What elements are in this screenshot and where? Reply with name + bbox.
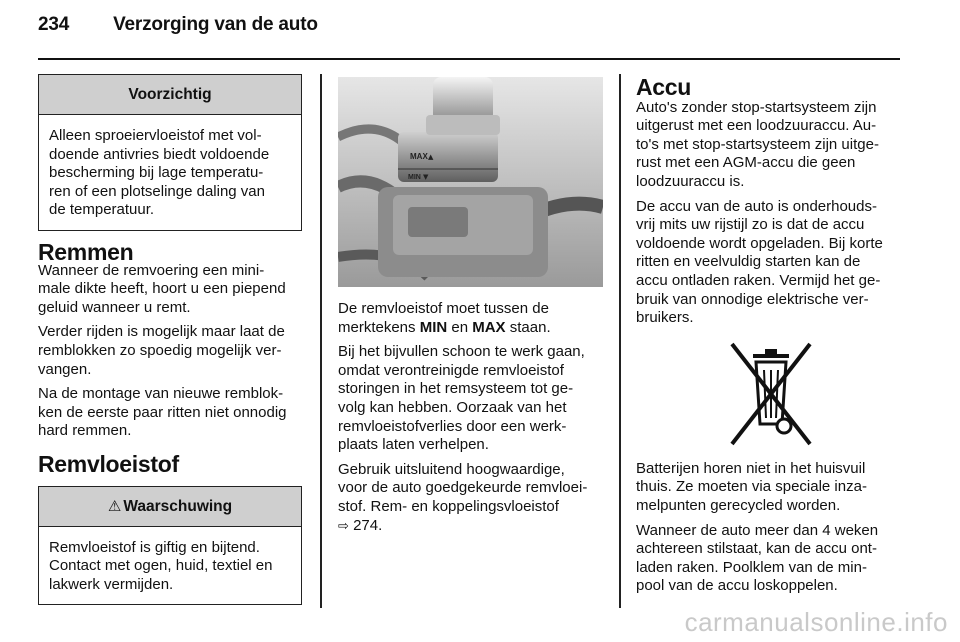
min-marker-label: MIN [408, 174, 421, 181]
right-column [636, 74, 906, 602]
recycle-symbol [636, 340, 906, 452]
column-divider-left [320, 74, 322, 608]
page-header [38, 14, 318, 36]
warning-heading-label: Waarschuwing [123, 497, 233, 515]
max-arrow-icon: ▲ [428, 153, 434, 161]
caution-line: ren of een plotselinge daling van [49, 182, 265, 200]
warning-line: Contact met ogen, huid, textiel en [49, 557, 273, 575]
brakes-paragraph-1: Wanneer de remvoering een mini- male dikte heeft, hoort u een piepend geluid wanneer u remt. [38, 261, 286, 316]
warning-box [38, 486, 302, 606]
max-mark: MAX [472, 318, 506, 336]
warning-line: Remvloeistof is giftig en bijtend. [49, 538, 260, 556]
max-marker-label: MAX [410, 152, 428, 161]
min-mark: MIN [419, 318, 448, 336]
fluid-type-paragraph: Gebruik uitsluitend hoogwaardige, voor de auto goedgekeurde remvloei- stof. Rem- en koppelingsvloeistof ⇨ 274. [338, 460, 588, 534]
warning-heading [39, 487, 301, 527]
caution-line: bescherming bij lage temperatu- [49, 164, 264, 182]
watermark: carmanualsonline.info [684, 607, 948, 637]
warning-line: lakwerk vermijden. [49, 575, 174, 593]
left-column [38, 74, 302, 605]
page-reference: 274. [348, 516, 383, 534]
middle-column [338, 300, 606, 541]
warning-triangle-icon: ⚠ [107, 497, 122, 515]
battery-heading: Accu [636, 74, 692, 100]
header-rule [38, 58, 900, 60]
brakes-heading: Remmen [38, 238, 134, 265]
warning-text [39, 527, 301, 605]
crossed-out-bin-icon [726, 340, 816, 452]
page-title: Verzorging van de auto [113, 14, 318, 35]
refill-paragraph: Bij het bijvullen schoon te werk gaan, omdat verontreinigde remvloeistof storingen in het remsysteem tot ge- volg kan hebben. Oorzaak van het remvloeistofverlies door een werk- plaats laten verhelpen. [338, 343, 585, 454]
brakes-paragraph-2: Verder rijden is mogelijk maar laat de remblokken zo spoedig mogelijk ver- vangen. [38, 323, 285, 378]
min-arrow-icon: ▼ [423, 173, 429, 181]
column-divider-right [619, 74, 621, 608]
caution-text [39, 115, 301, 230]
engine-bay-illustration [338, 77, 603, 287]
brake-fluid-reservoir-photo [338, 77, 603, 287]
battery-paragraph-4: Wanneer de auto meer dan 4 weken achtereen stilstaat, kan de accu ont- laden raken. Poolklem van de min- pool van de accu loskoppelen. [636, 521, 879, 595]
caution-box [38, 74, 302, 231]
page-number: 234 [38, 14, 70, 35]
brake-fluid-heading: Remvloeistof [38, 450, 179, 477]
caution-line: de temperatuur. [49, 201, 155, 219]
page-reference-icon: ⇨ [338, 517, 349, 533]
battery-paragraph-3: Batterijen horen niet in het huisvuil thuis. Ze moeten via speciale inza- melpunten gerecycled worden. [636, 459, 867, 514]
caution-line: doende antivries biedt voldoende [49, 145, 270, 163]
brakes-paragraph-3: Na de montage van nieuwe remblok- ken de eerste paar ritten niet onnodig hard remmen. [38, 385, 287, 440]
caution-heading: Voorzichtig [39, 75, 301, 115]
battery-paragraph-2: De accu van de auto is onderhouds- vrij mits uw rijstijl zo is dat de accu voldoende wordt opgeladen. Bij korte ritten en veelvuldig starten kan de accu ontladen raken. Vermijd het ge- bruik van onnodige elektrische ver- bruikers. [636, 197, 883, 327]
fluid-level-paragraph: De remvloeistof moet tussen de merktekens MIN en MAX staan. [338, 300, 551, 336]
caution-line: Alleen sproeiervloeistof met vol- [49, 127, 262, 144]
battery-paragraph-1: Auto's zonder stop-startsysteem zijn uitgerust met een loodzuuraccu. Au- to's met stop-startsysteem zijn uitge- rust met een AGM-accu die geen loodzuuraccu is. [636, 98, 879, 190]
